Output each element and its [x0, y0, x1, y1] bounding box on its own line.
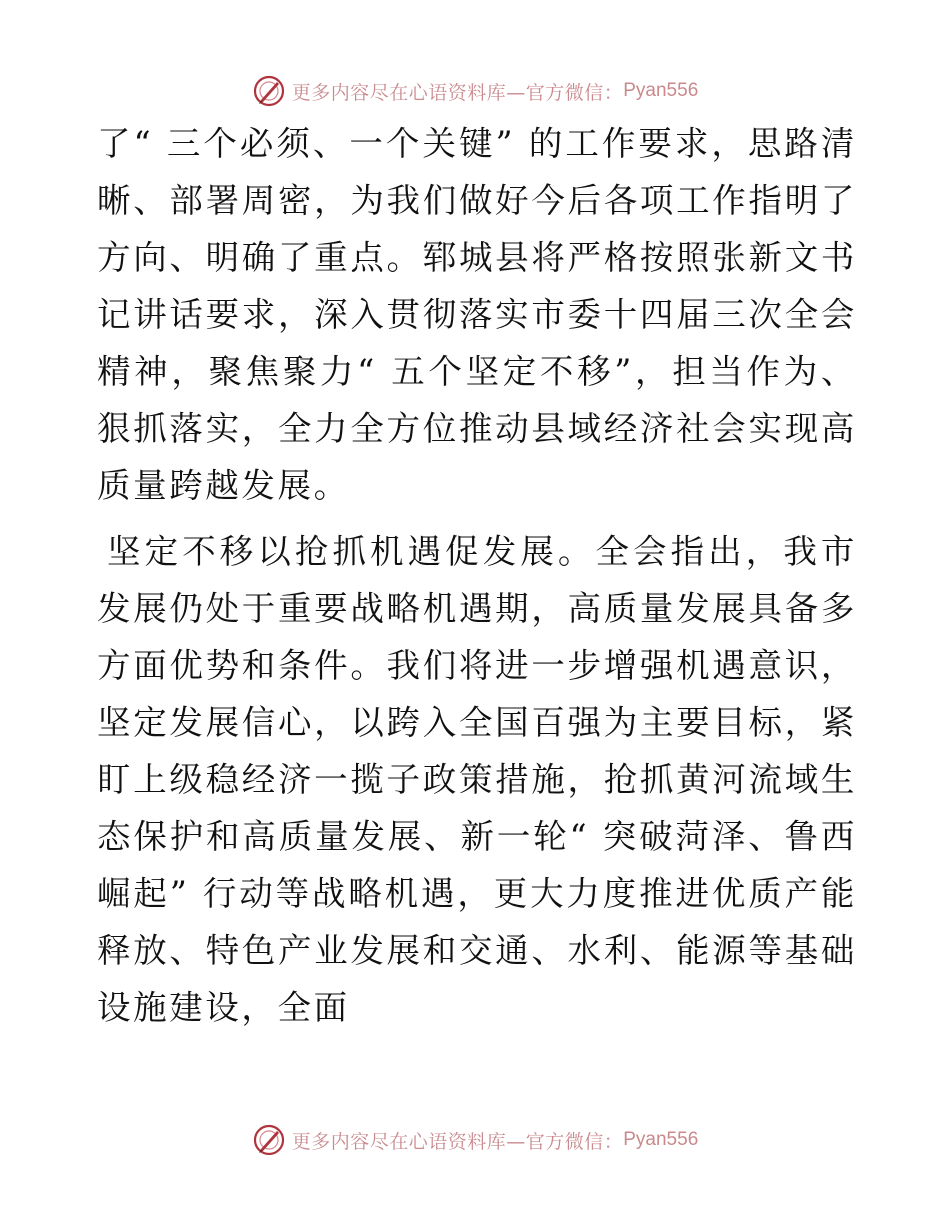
- watermark-wechat-id: Pyan556: [623, 80, 699, 101]
- watermark-wechat-id: Pyan556: [623, 1129, 699, 1150]
- document-body: [97, 115, 857, 1036]
- header-watermark: [0, 71, 950, 111]
- footer-watermark: [0, 1120, 950, 1160]
- watermark-text: 更多内容尽在心语资料库—官方微信：: [291, 1130, 624, 1153]
- paragraph-seize-opportunities: 坚定不移以抢抓机遇促发展。全会指出，我市发展仍处于重要战略机遇期，高质量发展具备多方面优势和条件。我们将进一步增强机遇意识，坚定发展信心，以跨入全国百强为主要目标，紧盯上级稳经济一揽子政策措施，抢抓黄河流域生态保护和高质量发展、新一轮“ 突破菏泽、鲁西崛起” 行动等战略机遇，更大力度推进优质产能释放、特色产业发展和交通、水利、能源等基础设施建设，全面: [97, 532, 857, 1027]
- paragraph-continuation: 了“ 三个必须、一个关键” 的工作要求，思路清晰、部署周密，为我们做好今后各项工作指明了方向、明确了重点。郓城县将严格按照张新文书记讲话要求，深入贯彻落实市委十四届三次全会精神，聚焦聚力“ 五个坚定不移”，担当作为、狠抓落实，全力全方位推动县域经济社会实现高质量跨越发展。: [97, 124, 857, 505]
- watermark-text: 更多内容尽在心语资料库—官方微信：: [291, 81, 624, 104]
- watermark-logo-icon: [252, 1123, 286, 1157]
- watermark-logo-icon: [252, 74, 286, 108]
